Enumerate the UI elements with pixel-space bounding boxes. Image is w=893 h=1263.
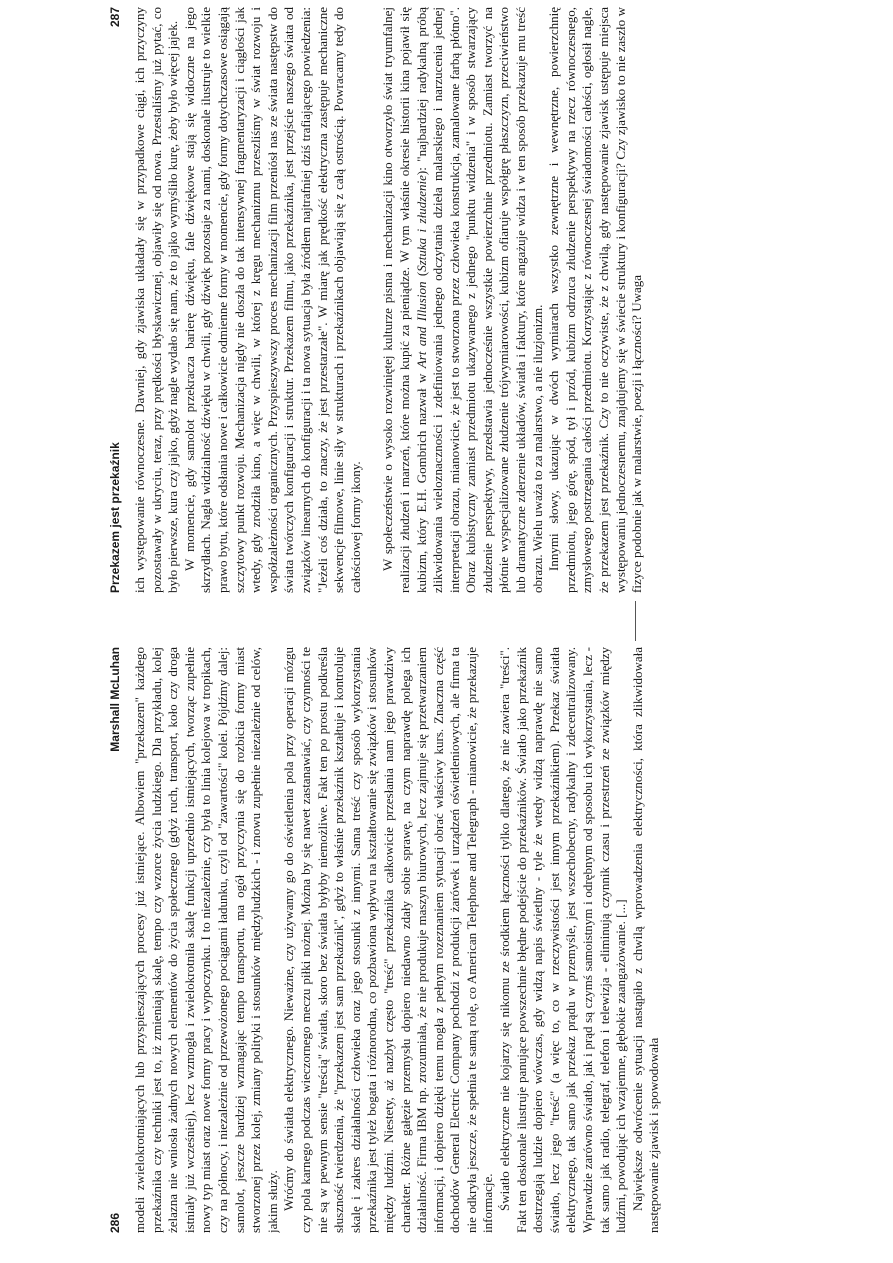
paragraph: Wróćmy do światła elektrycznego. Nieważne, czy używamy go do oświetlenia pola przy operacji mózgu czy pola karnego podczas wieczornego meczu piłki nożnej. Można by się nawet zastanawiać, czy czynności te nie są w pewnym sensie "treścią" światła, skoro bez światła byłyby niemożliwe. Fakt ten po prostu podkreśla słuszność twierdzenia, że "przekazem jest sam przekaźnik", gdyż to właśnie przekaźnik kształtuje i kontroluje skalę i zakres działalności człowieka oraz jego stosunki z innymi. Sama treść czy sposób wykorzystania przekaźnika jest tyleż bogata i różnorodna, co pozbawiona wpływu na kształtowanie się związków i stosunków między ludźmi. Niestety, aż nazbyt często "treść" przekaźnika całkowicie przesłania nam jego prawdziwy charakter. Różne gałęzie przemysłu dopiero niedawno zdały sobie sprawę, na czym naprawdę polega ich działalność. Firma IBM np. zrozumiała, że nie produkuje maszyn biurowych, lecz zajmuje się przetwarzaniem informacji, i dopiero dzięki temu mogła z pełnym rozeznaniem sytuacji obrać właściwy kurs. Znaczna część dochodów General Electric Company pochodzi z produkcji żarówek i urządzeń oświetleniowych, ale firma ta nie odkryła jeszcze, że spełnia te samą rolę, co American Telephone and Telegraph - mianowicie, że przekazuje informacje. <box>281 647 496 1233</box>
paragraph: W społeczeństwie o wysoko rozwiniętej kulturze pisma i mechanizacji kino otworzyło świat tryumfalnej realizacji złudzeń i marzeń, które można kupić za pieniądze. W tym właśnie okresie historii kina pojawił się kubizm, który E.H. Gombrich nazwał w Art and Illusion (Sztuka i złudzenie): "najbardziej radykalną próbą zlikwidowania wieloznaczności i zdefiniowania jednego odczytania dzieła malarskiego i narzucenia jednej interpretacji obrazu, mianowicie, że jest to stworzona przez człowieka konstrukcja, zamalowane farbą płótno". Obraz kubistyczny zamiast przedmiotu ukazywanego z jednego "punktu widzenia" i w sposób stwarzający złudzenie perspektywy, przedstawia jednocześnie wszystkie powierzchnie przedmiotu. Zamiast tworzyć na płótnie wyspecjalizowane złudzenie trójwymiarowości, kubizm ofiaruje współgrę płaszczyzn, przeciwieństwo lub dramatyczne zderzenie układów, światła i faktury, które angażuje widza i w ten sposób przekazuje mu treść obrazu. Wielu uważa to za malarstwo, a nie iluzjonizm. <box>380 7 545 593</box>
left-page-body <box>132 647 663 1233</box>
page-number-left: 286 <box>108 1212 122 1233</box>
running-title-right: Przekazem jest przekaźnik <box>108 442 122 593</box>
page-number-right: 287 <box>108 7 122 28</box>
paragraph: W momencie, gdy samolot przekracza barierę dźwięku, fale dźwiękowe stają się widoczne na jego skrzydłach. Nagła widzialność dźwięku w chwili, gdy dźwięk pozostaje za nami, doskonale ilustruje to wielkie prawo bytu, które odsłania nowe i całkowicie odmienne formy w momencie, gdy formy dotychczasowe osiągają szczytowy punkt rozwoju. Mechanizacja nigdy nie doszła do tak intensywnej fragmentaryzacji i ciągłości jak wtedy, gdy zrodziła kino, a więc w chwili, w której z kręgu mechanizmu przeszliśmy w świat rozwoju i współzależności organicznych. Przyspieszywszy proces mechanizacji film przeniósł nas ze świata następstw do świata twórczych konfiguracji i struktur. Przekazem filmu, jako przekaźnika, jest przejście naszego świata od związków linearnych do konfiguracji i ta nowa sytuacja była źródłem najtrafniej dziś trafiającego powiedzenia: "Jeżeli coś działa, to znaczy, że jest przestarzałe". W miarę jak prędkość elektryczna zastępuje mechaniczne sekwencje filmowe, linie siły w strukturach i przekaźnikach objawiają się z całą ostrością. Powracamy tedy do całościowej formy ikony. <box>181 7 363 593</box>
paragraph: Światło elektryczne nie kojarzy się nikomu ze środkiem łączności tylko dlatego, że nie zawiera "treści". Fakt ten doskonale ilustruje panujące powszechnie błędne podejście do przekaźników. Światło jako przekaźnik dostrzegają ludzie dopiero wówczas, gdy widzą napis świetlny - tyle że wtedy widzą naprawdę nie samo światło, lecz jego "treść" (a więc to, co w rzeczywistości jest innym przekaźnikiem). Przekaz światła elektrycznego, tak samo jak przekaz prądu w przemyśle, jest wszechobecny, radykalny i zdecentralizowany. Wprawdzie zarówno światło, jak i prąd są czymś samoistnym i odrębnym od sposobu ich wykorzystania, lecz - tak samo jak radio, telegraf, telefon i telewizja - eliminują czynnik czasu i przestrzeń ze związków między ludźmi, powodując ich wzajemne, głębokie zaangażowanie. [...] <box>497 647 629 1233</box>
right-page-body <box>132 7 646 593</box>
page-divider-mark <box>635 601 636 641</box>
right-page <box>108 7 838 593</box>
paragraph: Innymi słowy, ukazując w dwóch wymiarach wszystko zewnętrzne i wewnętrzne, powierzchnię przedmiotu, jego górę, spód, tył i przód, kubizm odrzuca złudzenie perspektywy na rzecz równoczesnego, zmysłowego postrzegania całości przedmiotu. Korzystając z równoczesnej świadomości całości, ogłosił nagle, że przekazem jest przekaźnik. Czy to nie oczywiste, że z chwilą, gdy następowanie zjawisk ustępuje miejsca występowaniu jednoczesnemu, znajdujemy się w świecie struktury i konfiguracji? Czy zjawisko to nie zaszło w fizyce podobnie jak w malarstwie, poezji i łączności? Uwaga <box>546 7 645 593</box>
running-title-left: Marshall McLuhan <box>108 647 122 752</box>
left-page <box>108 647 838 1233</box>
paragraph: modeli zwielokrotniających lub przyspieszających procesy już istniejące. Albowiem "przekazem" każdego przekaźnika czy techniki jest to, iż zmieniają skalę, tempo czy wzorce życia ludzkiego. Dla przykładu, kolej żelazna nie wniosła żadnych nowych elementów do życia społecznego (gdyż ruch, transport, koło czy droga istniały już wcześniej), lecz wzmogła i zwielokrotniła skalę funkcji uprzednio istniejących, tworząc zupełnie nowy typ miast oraz nowe formy pracy i wypoczynku. I to niezależnie, czy była to linia kolejowa w tropikach, czy na północy, i niezależnie od przewożonego pociągami ładunku, czyli od "zawartości" kolei. Pójdźmy dalej: samolot, jeszcze bardziej wzmagając tempo transportu, ma ogół przyczynia się do rozbicia formy miast stworzonej przez kolej, zmiany polityki i stosunków międzyludzkich - i znowu zupełnie niezależnie od celów, jakim służy. <box>132 647 280 1233</box>
paragraph: Największe odwrócenie sytuacji nastąpiło z chwilą wprowadzenia elektryczności, która zlikwidowała następowanie zjawisk i spowodowała <box>629 647 662 1233</box>
paragraph: ich występowanie równoczesne. Dawniej, gdy zjawiska układały się w przypadkowe ciągi, ich przyczyny pozostawały w ukryciu, teraz, przy prędkości błyskawicznej, objawiły się od nowa. Przestaliśmy już pytać, co było pierwsze, kura czy jajko, gdyż nagle wydało się nam, że to jajko wymyśliło kurę, żeby było więcej jajek. <box>132 7 181 593</box>
running-head-left <box>108 647 132 1233</box>
running-head-right <box>108 7 132 593</box>
